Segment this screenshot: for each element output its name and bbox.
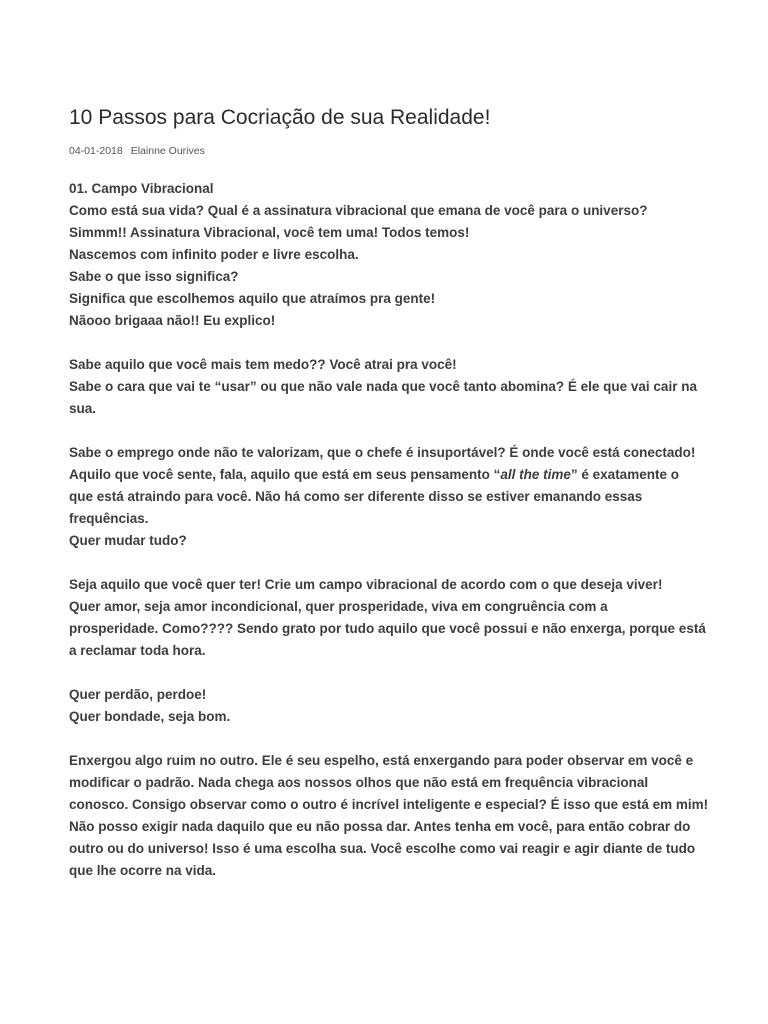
body-line: prosperidade. Como???? Sendo grato por tudo aquilo que você possui e não enxerga, porque está xyxy=(69,621,706,636)
body-line: modificar o padrão. Nada chega aos nossos olhos que não está em frequência vibracional xyxy=(69,775,649,790)
body-line xyxy=(69,464,709,486)
article-author: Elainne Ourives xyxy=(130,145,205,157)
body-line: Enxergou algo ruim no outro. Ele é seu espelho, está enxergando para poder observar em você e xyxy=(69,753,694,768)
paragraph-gap xyxy=(69,420,709,442)
article-meta xyxy=(69,144,205,158)
body-line: Como está sua vida? Qual é a assinatura vibracional que emana de você para o universo? xyxy=(69,203,648,218)
body-line: Nãooo brigaaa não!! Eu explico! xyxy=(69,313,276,328)
body-line: Seja aquilo que você quer ter! Crie um campo vibracional de acordo com o que deseja viver! xyxy=(69,577,663,592)
article-date: 04-01-2018 xyxy=(69,145,123,157)
body-text: Aquilo que você sente, fala, aquilo que está em seus pensamento “ xyxy=(69,467,501,482)
body-line: Sabe o que isso significa? xyxy=(69,269,239,284)
body-line: Quer amor, seja amor incondicional, quer prosperidade, viva em congruência com a xyxy=(69,599,608,614)
body-line: que lhe ocorre na vida. xyxy=(69,863,217,878)
body-line: conosco. Consigo observar como o outro é incrível inteligente e especial? É isso que está em mim! xyxy=(69,797,709,812)
body-line: Sabe o cara que vai te “usar” ou que não vale nada que você tanto abomina? É ele que vai cair na xyxy=(69,379,697,394)
body-line: Sabe aquilo que você mais tem medo?? Você atrai pra você! xyxy=(69,357,457,372)
section-heading: 01. Campo Vibracional xyxy=(69,181,214,196)
body-line: Quer bondade, seja bom. xyxy=(69,709,231,724)
body-line: Quer perdão, perdoe! xyxy=(69,687,207,702)
paragraph-gap xyxy=(69,332,709,354)
article-title: 10 Passos para Cocriação de sua Realidade! xyxy=(69,106,491,129)
body-line: que está atraindo para você. Não há como ser diferente disso se estiver emanando essas xyxy=(69,489,643,504)
body-line: outro ou do universo! Isso é uma escolha sua. Você escolhe como vai reagir e agir diante de tudo xyxy=(69,841,696,856)
emphasis-text: all the time xyxy=(500,467,571,482)
body-line: Sabe o emprego onde não te valorizam, que o chefe é insuportável? É onde você está conectado! xyxy=(69,445,696,460)
paragraph-gap xyxy=(69,662,709,684)
body-line: Significa que escolhemos aquilo que atraímos pra gente! xyxy=(69,291,436,306)
body-line: Não posso exigir nada daquilo que eu não possa dar. Antes tenha em você, para então cobrar do xyxy=(69,819,691,834)
body-text: ” é exatamente o xyxy=(570,467,679,482)
body-line: sua. xyxy=(69,401,97,416)
body-line: Nascemos com infinito poder e livre escolha. xyxy=(69,247,359,262)
body-line: frequências. xyxy=(69,511,149,526)
paragraph-gap xyxy=(69,728,709,750)
body-line: Simmm!! Assinatura Vibracional, você tem uma! Todos temos! xyxy=(69,225,470,240)
paragraph-gap xyxy=(69,552,709,574)
body-line: a reclamar toda hora. xyxy=(69,643,206,658)
article-body xyxy=(69,178,709,882)
body-line: Quer mudar tudo? xyxy=(69,533,187,548)
